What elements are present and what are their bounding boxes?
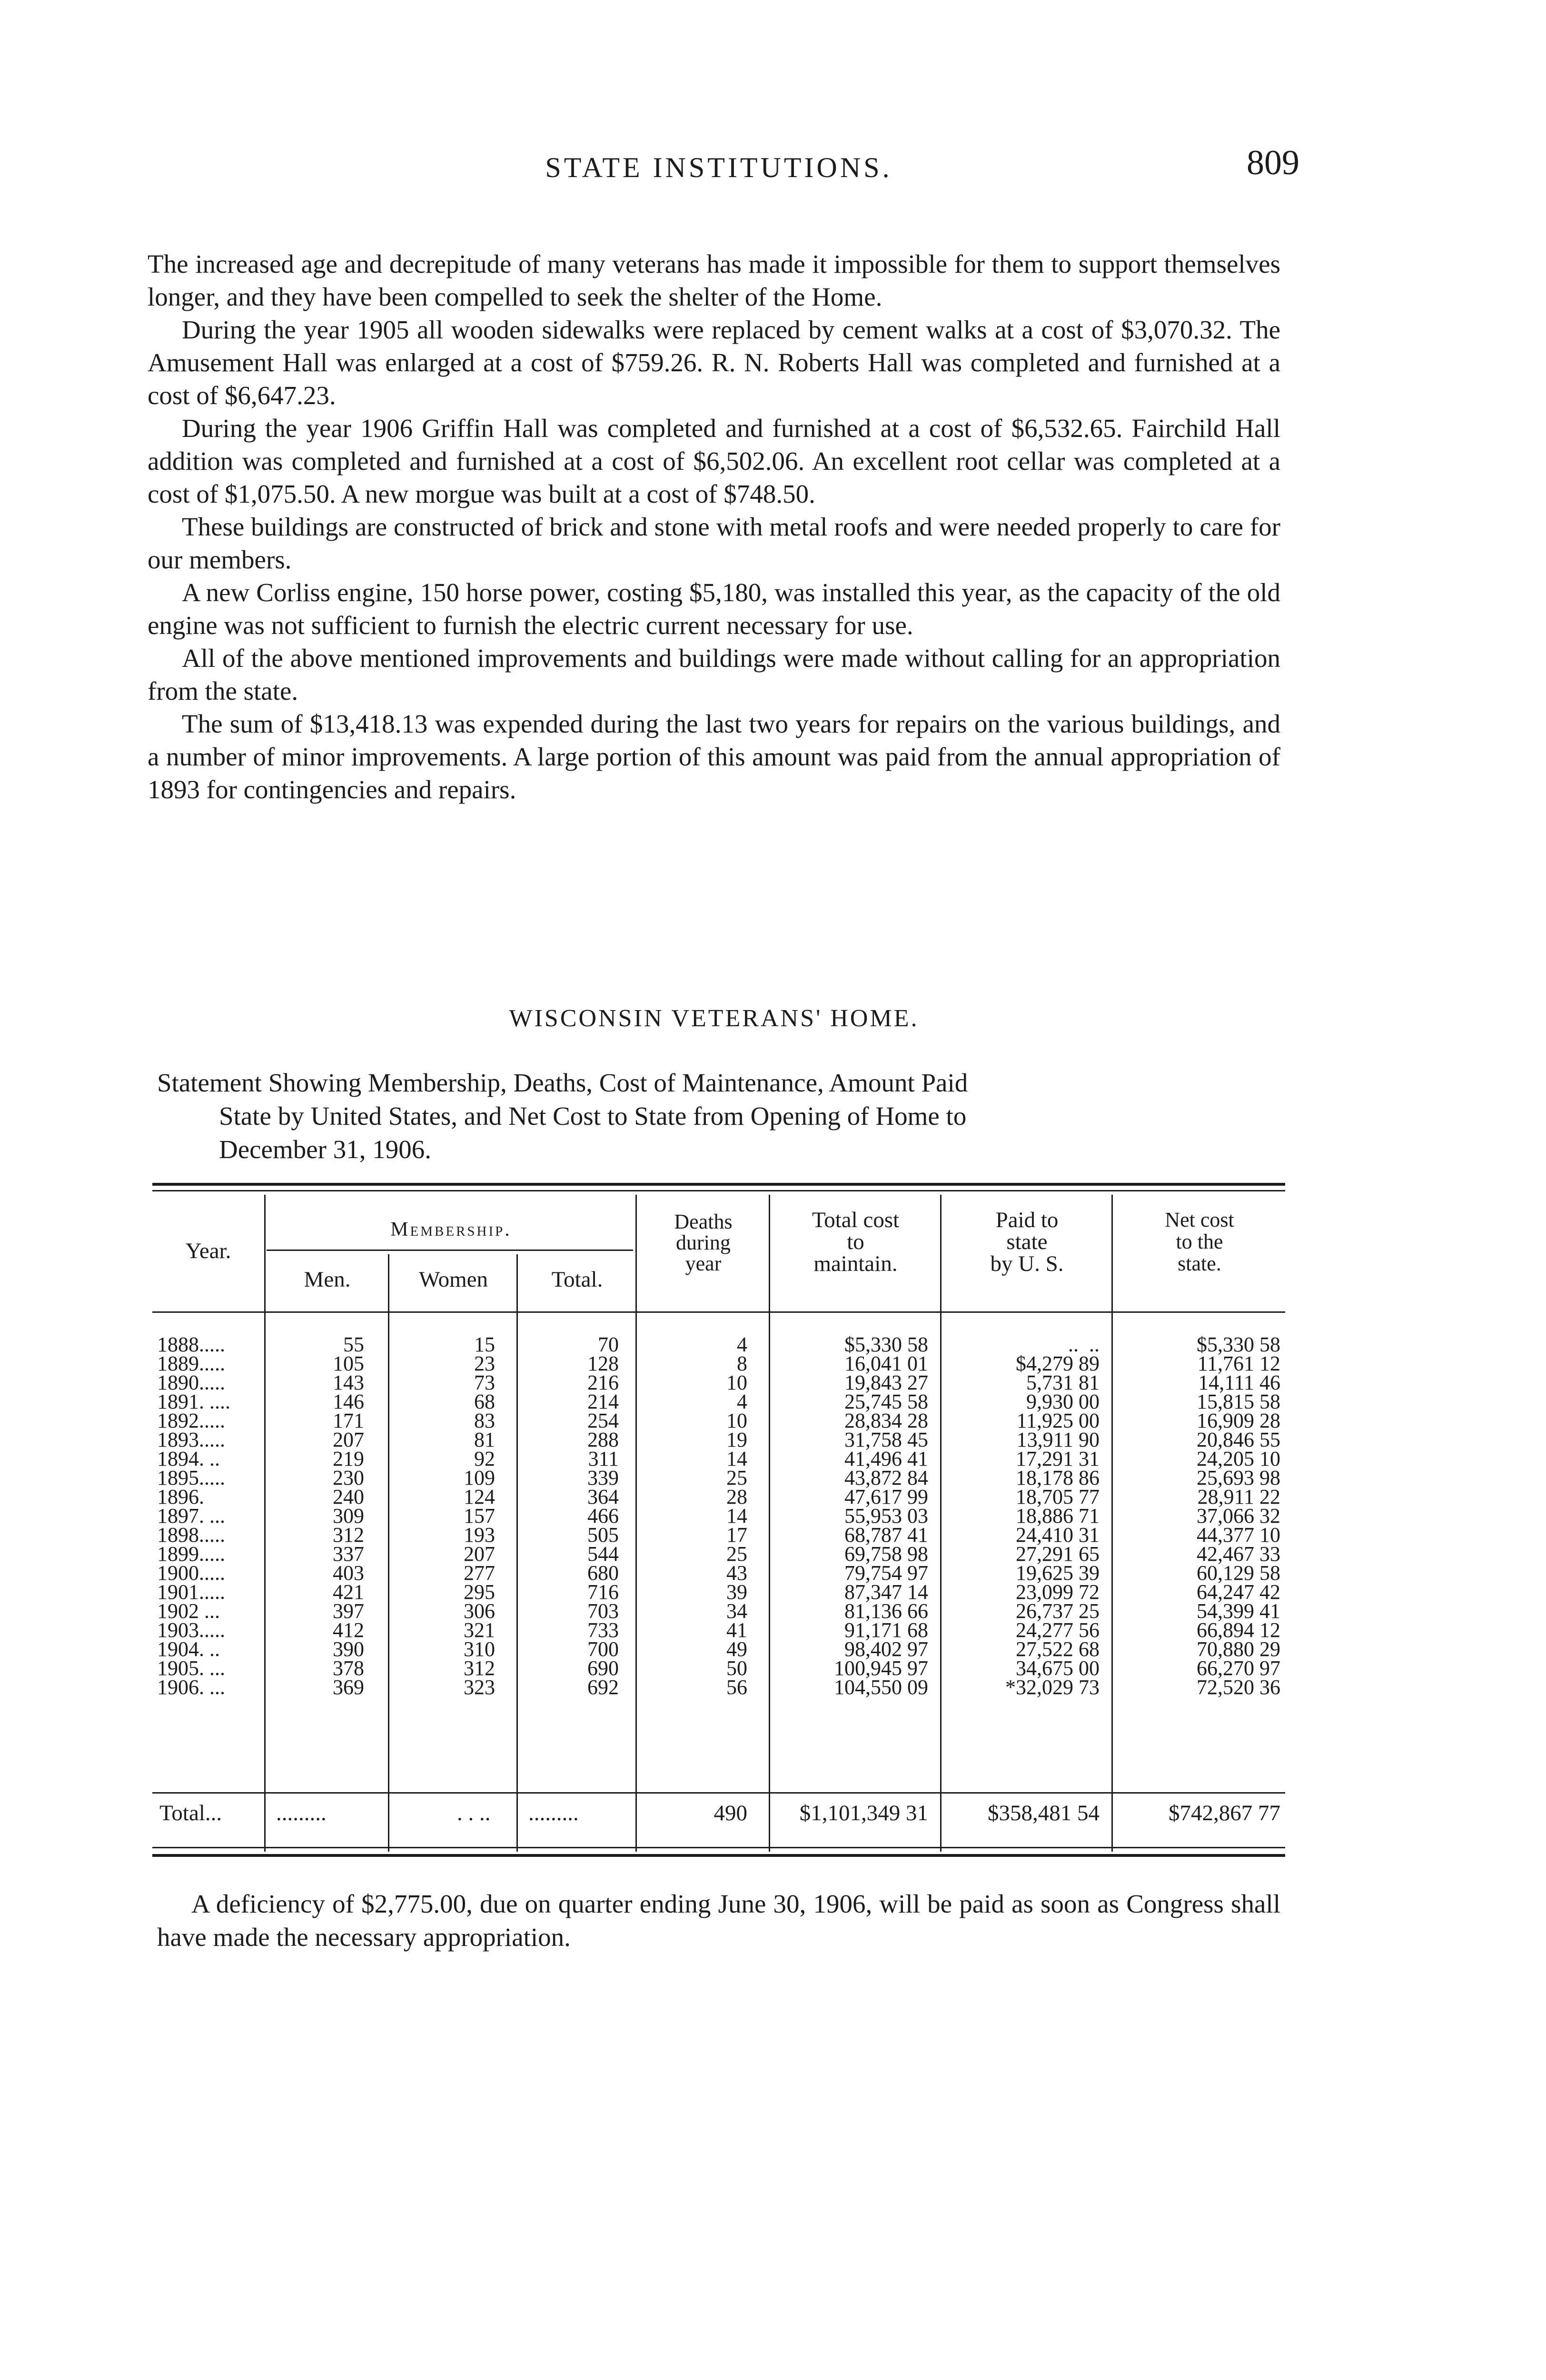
table-cell-paid: 9,930 00: [1026, 1390, 1100, 1413]
table-cell-deaths: 17: [726, 1523, 747, 1547]
table-cell-net: 16,909 28: [1197, 1409, 1280, 1432]
table-cell-years: 1899.....: [157, 1542, 225, 1566]
table-cell-women: 15: [474, 1333, 495, 1356]
table-cell-net: 70,880 29: [1197, 1637, 1280, 1661]
table-cell-net: 24,205 10: [1197, 1447, 1280, 1470]
header-deaths-line: during: [676, 1231, 731, 1254]
table-cell-years: 1905. ...: [157, 1656, 225, 1680]
table-cell-net: $5,330 58: [1197, 1333, 1280, 1356]
table-cell-cost: 87,347 14: [844, 1580, 928, 1604]
caption-line: State by United States, and Net Cost to State from Opening of Home to: [219, 1101, 967, 1130]
table-cell-deaths: 39: [726, 1580, 747, 1604]
table-cell-paid: 23,099 72: [1016, 1580, 1100, 1604]
table-cell-deaths: 43: [726, 1561, 747, 1585]
table-cell-deaths: 8: [737, 1352, 747, 1375]
footnote-text: A deficiency of $2,775.00, due on quarter ending June 30, 1906, will be paid as soon as Congress shall have made the necessary appropriation.: [157, 1889, 1280, 1952]
table-cell-deaths: 14: [726, 1504, 747, 1527]
table-cell-deaths: 56: [726, 1676, 747, 1699]
header-deaths-line: Deaths: [674, 1210, 733, 1233]
table-cell-total: 505: [587, 1523, 619, 1547]
table-cell-cost: 81,136 66: [844, 1599, 928, 1623]
table-cell-women: 277: [464, 1561, 495, 1585]
table-cell-paid: 24,410 31: [1016, 1523, 1100, 1547]
table-cell-paid: 11,925 00: [1016, 1409, 1100, 1432]
table-cell-total: 214: [587, 1390, 619, 1413]
table-cell-years: 1903.....: [157, 1618, 225, 1642]
table-cell-paid: *32,029 73: [1005, 1676, 1100, 1699]
table-cell-total: 216: [587, 1371, 619, 1394]
table-cell-years: 1889.....: [157, 1352, 225, 1375]
table-cell-years: 1893.....: [157, 1428, 225, 1451]
table-cell-net: 64,247 42: [1197, 1580, 1280, 1604]
table-cell-deaths: 50: [726, 1656, 747, 1680]
footnote: [157, 1887, 1280, 1954]
table-cell-total: 364: [587, 1485, 619, 1508]
paragraph: A new Corliss engine, 150 horse power, costing $5,180, was installed this year, as the capacity of the old engine was not sufficient to furnish the electric current necessary for use.: [148, 578, 1280, 640]
table-cell-cost: 16,041 01: [844, 1352, 928, 1375]
column-divider: [388, 1254, 389, 1852]
running-title: STATE INSTITUTIONS.: [545, 152, 892, 183]
table-cell-cost: 79,754 97: [844, 1561, 928, 1585]
table-cell-cost: $5,330 58: [844, 1333, 928, 1356]
table-cell-men: 219: [333, 1447, 364, 1470]
table-cell-years: 1896.: [157, 1485, 204, 1508]
table-cell-years: 1906. ...: [157, 1676, 225, 1699]
table-cell-total: 703: [587, 1599, 619, 1623]
table-cell-women: 68: [474, 1390, 495, 1413]
column-divider: [940, 1195, 941, 1852]
table-cell-years: 1904. ..: [157, 1637, 220, 1661]
table-cell-women: 124: [464, 1485, 495, 1508]
table-cell-net: 28,911 22: [1197, 1485, 1280, 1508]
paragraph: During the year 1906 Griffin Hall was completed and furnished at a cost of $6,532.65. Fairchild Hall addition was completed and furnished at a cost of $6,502.06. An excellent root cellar was completed at a cost of $1,075.50. A new morgue was built at a cost of $748.50.: [148, 414, 1280, 508]
table-cell-men: 146: [333, 1390, 364, 1413]
table-cell-years: 1895.....: [157, 1466, 225, 1489]
header-net-line: state.: [1178, 1252, 1221, 1275]
header-deaths: [638, 1211, 769, 1274]
table-cell-net: 54,399 41: [1197, 1599, 1280, 1623]
table-cell-cost: 55,953 03: [844, 1504, 928, 1527]
net-column: [1114, 1335, 1280, 1697]
table-cell-total: 733: [587, 1618, 619, 1642]
cost-column: [771, 1335, 928, 1697]
header-deaths-line: year: [685, 1252, 722, 1275]
table-cell-cost: 68,787 41: [844, 1523, 928, 1547]
table-cell-deaths: 41: [726, 1618, 747, 1642]
header-paid-line: Paid to: [995, 1208, 1059, 1232]
table-cell-net: 66,894 12: [1197, 1618, 1280, 1642]
header-cost-line: Total cost: [812, 1208, 900, 1232]
total-column: [519, 1335, 619, 1697]
table-title: WISCONSIN VETERANS' HOME.: [509, 1005, 919, 1032]
table-cell-paid: 19,625 39: [1016, 1561, 1100, 1585]
table-cell-cost: 98,402 97: [844, 1637, 928, 1661]
table-cell-deaths: 34: [726, 1599, 747, 1623]
paragraph: These buildings are constructed of brick and stone with metal roofs and were needed properly to care for our members.: [148, 512, 1280, 574]
table-cell-cost: 104,550 09: [834, 1676, 928, 1699]
table-cell-years: 1898.....: [157, 1523, 225, 1547]
header-total: Total.: [551, 1267, 603, 1292]
caption-line: Statement Showing Membership, Deaths, Cost of Maintenance, Amount Paid: [157, 1068, 968, 1097]
table-cell-women: 109: [464, 1466, 495, 1489]
table-cell-paid: 5,731 81: [1026, 1371, 1100, 1394]
header-year: Year.: [185, 1239, 231, 1263]
table-cell-total: 339: [587, 1466, 619, 1489]
table-cell-paid: 34,675 00: [1016, 1656, 1100, 1680]
table-cell-men: 207: [333, 1428, 364, 1451]
caption-line: December 31, 1906.: [219, 1135, 431, 1164]
table-cell-men: 171: [333, 1409, 364, 1432]
membership-rule: [267, 1250, 633, 1251]
table-cell-years: 1902 ...: [157, 1599, 220, 1623]
table-cell-men: 309: [333, 1504, 364, 1527]
men-column: [267, 1335, 364, 1697]
table-caption: [157, 1066, 1280, 1166]
table-cell-net: 42,467 33: [1197, 1542, 1280, 1566]
table-cell-women: 83: [474, 1409, 495, 1432]
table-cell-women: 81: [474, 1428, 495, 1451]
header-paid-line: state: [1006, 1230, 1048, 1254]
table-top-rule: [152, 1183, 1285, 1186]
totals-cost: $1,101,349 31: [799, 1801, 928, 1825]
table-cell-years: 1891. ....: [157, 1390, 230, 1413]
totals-women: . . ..: [457, 1801, 491, 1825]
table-cell-men: 240: [333, 1485, 364, 1508]
totals-top-rule: [152, 1792, 1285, 1794]
table-cell-total: 128: [587, 1352, 619, 1375]
table-cell-net: 44,377 10: [1197, 1523, 1280, 1547]
table-cell-men: 143: [333, 1371, 364, 1394]
header-cost-line: to: [847, 1230, 864, 1254]
table-cell-men: 397: [333, 1599, 364, 1623]
table-cell-deaths: 14: [726, 1447, 747, 1470]
table-cell-net: 25,693 98: [1197, 1466, 1280, 1489]
table-cell-net: 60,129 58: [1197, 1561, 1280, 1585]
table-cell-net: 15,815 58: [1197, 1390, 1280, 1413]
table-cell-years: 1888.....: [157, 1333, 225, 1356]
body-text: [148, 248, 1280, 806]
table-cell-cost: 41,496 41: [844, 1447, 928, 1470]
table-cell-women: 295: [464, 1580, 495, 1604]
table-bottom-rule: [152, 1847, 1285, 1848]
table-cell-deaths: 10: [726, 1371, 747, 1394]
table-cell-net: 72,520 36: [1197, 1676, 1280, 1699]
table-cell-total: 288: [587, 1428, 619, 1451]
table-cell-deaths: 19: [726, 1428, 747, 1451]
table-cell-net: 20,846 55: [1197, 1428, 1280, 1451]
column-divider: [516, 1254, 518, 1852]
paragraph: During the year 1905 all wooden sidewalks were replaced by cement walks at a cost of $3,070.32. The Amusement Hall was enlarged at a cost of $759.26. R. N. Roberts Hall was completed and furnished at a cost of $6,647.23.: [148, 315, 1280, 410]
header-cost: [771, 1209, 940, 1275]
table-bottom-rule-thick: [152, 1854, 1285, 1857]
page-number: 809: [1247, 143, 1299, 182]
table-cell-paid: 13,911 90: [1016, 1428, 1100, 1451]
table-cell-paid: 26,737 25: [1016, 1599, 1100, 1623]
table-cell-women: 193: [464, 1523, 495, 1547]
table-cell-years: 1892.....: [157, 1409, 225, 1432]
table-cell-women: 92: [474, 1447, 495, 1470]
table-cell-years: 1897. ...: [157, 1504, 225, 1527]
table-cell-women: 321: [464, 1618, 495, 1642]
table-cell-paid: 27,291 65: [1016, 1542, 1100, 1566]
paid-column: [942, 1335, 1100, 1697]
table-cell-years: 1901.....: [157, 1580, 225, 1604]
totals-paid: $358,481 54: [988, 1801, 1100, 1825]
table-cell-total: 70: [598, 1333, 619, 1356]
table-cell-paid: 18,886 71: [1016, 1504, 1100, 1527]
header-paid-line: by U. S.: [990, 1251, 1064, 1276]
table-cell-women: 306: [464, 1599, 495, 1623]
table-cell-paid: 18,705 77: [1016, 1485, 1100, 1508]
totals-deaths: 490: [714, 1801, 747, 1825]
table-cell-cost: 28,834 28: [844, 1409, 928, 1432]
table-top-rule-thin: [152, 1190, 1285, 1191]
table-cell-paid: .. ..: [1068, 1333, 1100, 1356]
paragraph: The sum of $13,418.13 was expended during the last two years for repairs on the various buildings, and a number of minor improvements. A large portion of this amount was paid from the annual appropriation of 1893 for contingencies and repairs.: [148, 709, 1280, 804]
table-cell-cost: 25,745 58: [844, 1390, 928, 1413]
totals-total: .........: [528, 1801, 579, 1825]
table-cell-years: 1890.....: [157, 1371, 225, 1394]
table-cell-net: 37,066 32: [1197, 1504, 1280, 1527]
table-cell-men: 230: [333, 1466, 364, 1489]
header-net-line: to the: [1176, 1230, 1223, 1253]
table-cell-paid: 27,522 68: [1016, 1637, 1100, 1661]
totals-label: Total...: [159, 1801, 222, 1825]
column-divider: [264, 1195, 266, 1852]
table-cell-cost: 31,758 45: [844, 1428, 928, 1451]
table-cell-cost: 19,843 27: [844, 1371, 928, 1394]
table-cell-net: 14,111 46: [1198, 1371, 1280, 1394]
table-cell-men: 369: [333, 1676, 364, 1699]
table-cell-total: 544: [587, 1542, 619, 1566]
table-cell-cost: 69,758 98: [844, 1542, 928, 1566]
table-cell-total: 690: [587, 1656, 619, 1680]
table-cell-total: 692: [587, 1676, 619, 1699]
table-cell-deaths: 25: [726, 1542, 747, 1566]
table-cell-men: 378: [333, 1656, 364, 1680]
table-cell-women: 157: [464, 1504, 495, 1527]
table-cell-total: 311: [588, 1447, 619, 1470]
table-cell-men: 337: [333, 1542, 364, 1566]
column-divider: [635, 1195, 637, 1852]
table-cell-women: 312: [464, 1656, 495, 1680]
header-net: [1114, 1209, 1285, 1275]
table-cell-net: 66,270 97: [1197, 1656, 1280, 1680]
table-cell-women: 23: [474, 1352, 495, 1375]
table-cell-years: 1894. ..: [157, 1447, 220, 1470]
year-column: [157, 1335, 262, 1697]
table-cell-men: 421: [333, 1580, 364, 1604]
table-cell-deaths: 4: [737, 1390, 747, 1413]
table-cell-men: 55: [343, 1333, 364, 1356]
table-cell-men: 390: [333, 1637, 364, 1661]
table-cell-men: 412: [333, 1618, 364, 1642]
table-cell-deaths: 28: [726, 1485, 747, 1508]
table-cell-total: 700: [587, 1637, 619, 1661]
table-cell-total: 254: [587, 1409, 619, 1432]
table-cell-men: 105: [333, 1352, 364, 1375]
paragraph: The increased age and decrepitude of many veterans has made it impossible for them to support themselves longer, and they have been compelled to seek the shelter of the Home.: [148, 249, 1280, 311]
table-cell-men: 312: [333, 1523, 364, 1547]
header-men: Men.: [304, 1267, 351, 1292]
table-cell-total: 716: [587, 1580, 619, 1604]
header-women: Women: [418, 1267, 488, 1292]
header-membership: Membership.: [390, 1219, 512, 1240]
table-cell-women: 310: [464, 1637, 495, 1661]
totals-men: .........: [276, 1801, 327, 1825]
header-paid: [942, 1209, 1111, 1275]
header-bottom-rule: [152, 1311, 1285, 1313]
table-cell-men: 403: [333, 1561, 364, 1585]
header-cost-line: maintain.: [813, 1251, 898, 1276]
table-cell-women: 207: [464, 1542, 495, 1566]
header-net-line: Net cost: [1165, 1208, 1234, 1231]
totals-net: $742,867 77: [1169, 1801, 1280, 1825]
table-cell-cost: 43,872 84: [844, 1466, 928, 1489]
table-cell-women: 323: [464, 1676, 495, 1699]
women-column: [390, 1335, 495, 1697]
table-cell-deaths: 4: [737, 1333, 747, 1356]
table-cell-paid: $4,279 89: [1016, 1352, 1100, 1375]
table-cell-deaths: 25: [726, 1466, 747, 1489]
table-cell-cost: 47,617 99: [844, 1485, 928, 1508]
table-cell-paid: 17,291 31: [1016, 1447, 1100, 1470]
table-cell-paid: 18,178 86: [1016, 1466, 1100, 1489]
deaths-column: [638, 1335, 747, 1697]
paragraph: All of the above mentioned improvements and buildings were made without calling for an appropriation from the state.: [148, 644, 1280, 705]
table-cell-years: 1900.....: [157, 1561, 225, 1585]
column-divider: [769, 1195, 770, 1852]
table-cell-cost: 100,945 97: [834, 1656, 928, 1680]
table-cell-deaths: 49: [726, 1637, 747, 1661]
table-cell-women: 73: [474, 1371, 495, 1394]
table-cell-total: 680: [587, 1561, 619, 1585]
table-cell-cost: 91,171 68: [844, 1618, 928, 1642]
column-divider: [1111, 1195, 1113, 1852]
table-cell-paid: 24,277 56: [1016, 1618, 1100, 1642]
table-cell-deaths: 10: [726, 1409, 747, 1432]
table-cell-net: 11,761 12: [1197, 1352, 1280, 1375]
table-cell-total: 466: [587, 1504, 619, 1527]
